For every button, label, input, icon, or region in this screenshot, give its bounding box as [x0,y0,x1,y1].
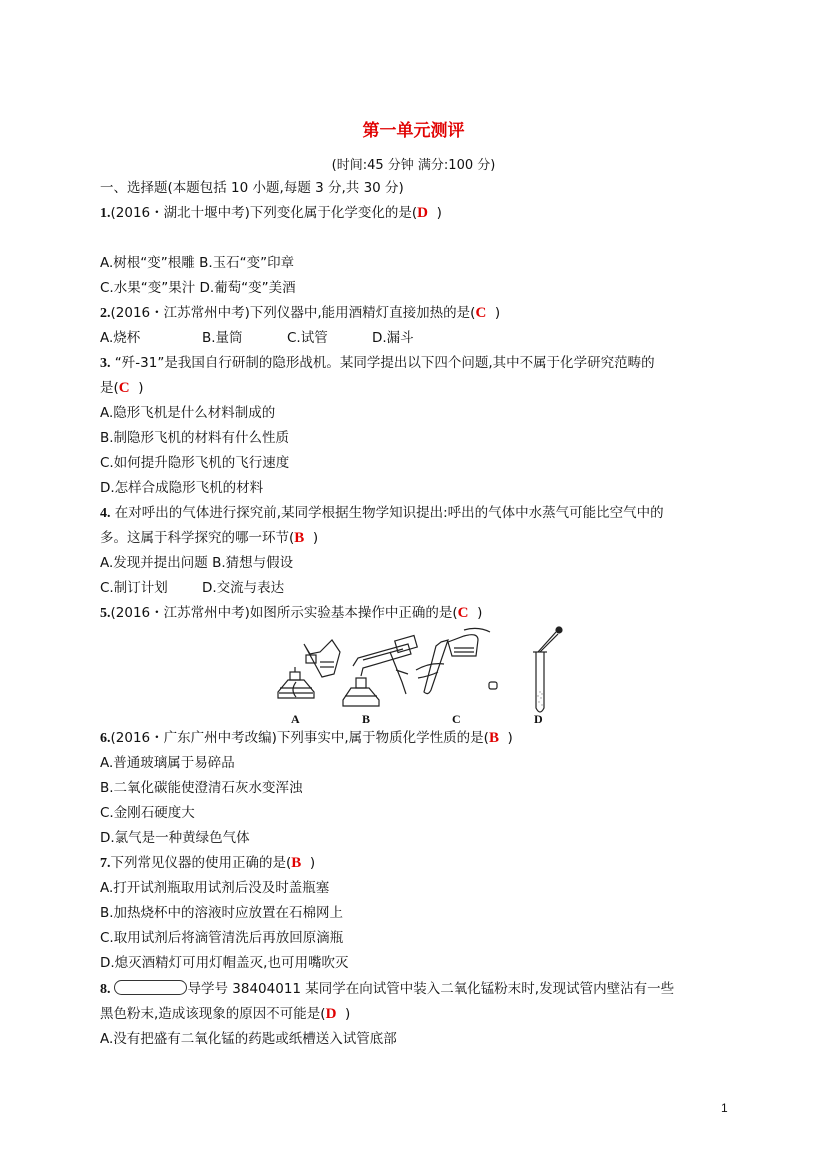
question-text-end: ) [301,855,316,871]
figure-label-d: D [534,712,543,726]
option-c: C.制订计划 [100,580,168,596]
question-text: 下列常见仪器的使用正确的是( [110,855,292,871]
question-text: (2016・江苏常州中考)下列仪器中,能用酒精灯直接加热的是( [110,305,476,321]
question-3-option-a: A.隐形飞机是什么材料制成的 [100,405,276,421]
answer-mark: C [118,380,130,396]
option-a: A.烧杯 [100,330,141,346]
answer-mark: B [294,530,305,546]
question-text-end: ) [336,1006,351,1022]
question-4-stem-line2 [100,529,318,547]
question-text: 多。这属于科学探究的哪一环节( [100,530,295,546]
figure-label-b: B [362,712,371,726]
question-6-option-b: B.二氧化碳能使澄清石灰水变浑浊 [100,780,303,796]
pouring-liquid-c-icon [416,628,497,693]
question-3-stem-line2 [100,379,143,397]
question-3-option-b: B.制隐形飞机的材料有什么性质 [100,430,290,446]
section-heading: 一、选择题(本题包括 10 小题,每题 3 分,共 30 分) [100,180,404,196]
lab-illustration [268,622,568,726]
question-6-stem [100,729,513,748]
question-text: 在对呼出的气体进行探究前,某同学根据生物学知识提出:呼出的气体中水蒸气可能比空气中的 [114,505,664,521]
question-8-option-a: A.没有把盛有二氧化锰的药匙或纸槽送入试管底部 [100,1031,397,1047]
answer-mark: B [291,855,302,871]
question-number: 3. [100,356,111,371]
question-number: 5. [100,606,111,621]
option-b: B.量筒 [202,330,243,346]
page-title: 第一单元测评 [362,121,465,141]
question-7-option-b: B.加热烧杯中的溶液时应放置在石棉网上 [100,905,344,921]
question-text-end: ) [304,530,319,546]
test-duration-score: (时间:45 分钟 满分:100 分) [331,158,496,173]
guide-box-icon [114,980,187,995]
alcohol-lamp-a-icon [278,640,340,698]
answer-mark: D [325,1006,337,1022]
question-7-option-c: C.取用试剂后将滴管清洗后再放回原滴瓶 [100,930,344,946]
answer-mark: C [475,305,487,321]
question-2-options [100,329,414,347]
question-4-options-ab: A.发现并提出问题 B.猜想与假设 [100,555,294,571]
question-number: 6. [100,731,111,746]
question-6-option-a: A.普通玻璃属于易碎品 [100,755,235,771]
question-7-option-d: D.熄灭酒精灯可用灯帽盖灭,也可用嘴吹灭 [100,955,349,971]
question-1-options-ab: A.树根“变”根雕 B.玉石“变”印章 [100,255,295,271]
option-c: C.试管 [287,330,328,346]
dropper-d-icon [533,627,562,712]
lab-operations-figure [268,622,568,726]
question-text-end: ) [129,380,144,396]
question-number: 2. [100,306,111,321]
question-1-options-cd: C.水果“变”果汁 D.葡萄“变”美酒 [100,280,296,296]
question-text-end: ) [468,605,483,621]
question-text-end: ) [486,305,501,321]
question-text-end: ) [428,205,442,221]
heating-tube-b-icon [343,635,417,706]
figure-label-a: A [291,712,300,726]
question-number: 8. [100,982,111,997]
question-text: (2016・广东广州中考改编)下列事实中,属于物质化学性质的是( [110,730,489,746]
question-text-end: ) [498,730,513,746]
answer-mark: C [457,605,469,621]
question-number: 7. [100,856,111,871]
answer-mark: D [417,205,429,221]
question-number: 1. [100,206,111,221]
question-text: “歼-31”是我国自行研制的隐形战机。某同学提出以下四个问题,其中不属于化学研究范畴的 [114,355,655,371]
option-d: D.漏斗 [372,330,414,346]
question-1-stem [100,204,442,223]
question-6-option-d: D.氯气是一种黄绿色气体 [100,830,250,846]
question-text: 黑色粉末,造成该现象的原因不可能是( [100,1006,326,1022]
question-text: (2016・江苏常州中考)如图所示实验基本操作中正确的是( [110,605,458,621]
question-4-stem-line1 [100,504,664,523]
question-7-option-a: A.打开试剂瓶取用试剂后没及时盖瓶塞 [100,880,330,896]
question-text: 是( [100,380,119,396]
question-8-stem-line2 [100,1005,350,1023]
page-number: 1 [721,1101,728,1115]
question-text: 导学号 38404011 某同学在向试管中装入二氧化锰粉末时,发现试管内壁沾有一些 [187,981,675,997]
question-5-stem [100,604,482,623]
question-6-option-c: C.金刚石硬度大 [100,805,195,821]
question-text: (2016・湖北十堰中考)下列变化属于化学变化的是( [110,205,418,221]
question-2-stem [100,304,500,323]
question-8-stem-line1 [100,980,674,999]
question-number: 4. [100,506,111,521]
question-3-option-d: D.怎样合成隐形飞机的材料 [100,480,264,496]
figure-label-c: C [452,712,461,726]
question-3-option-c: C.如何提升隐形飞机的飞行速度 [100,455,290,471]
answer-mark: B [488,730,499,746]
option-d: D.交流与表达 [202,580,285,596]
question-3-stem-line1 [100,354,655,373]
question-7-stem [100,854,315,873]
question-4-options-cd [100,579,284,597]
